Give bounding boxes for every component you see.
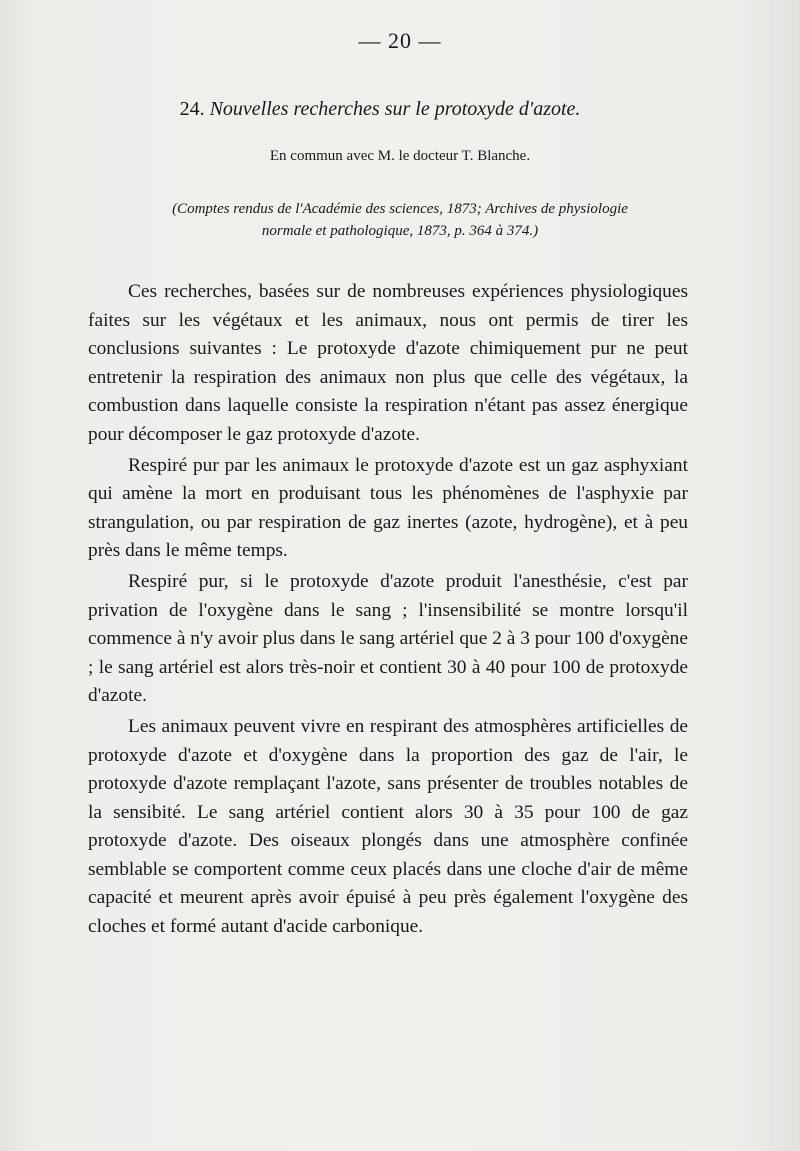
section-number: 24. xyxy=(179,98,205,120)
body-text xyxy=(88,278,688,942)
reference-line-2: normale et pathologique, 1873, p. 364 à 374.) xyxy=(261,223,539,239)
paragraph: Les animaux peuvent vivre en respirant des atmosphères artificielles de protoxyde d'azote et d'oxygène dans la proportion des gaz de l'air, le protoxyde d'azote remplaçant l'azote, sans présenter de troubles notables de la sensibité. Le sang artériel contient alors 30 à 35 pour 100 de gaz protoxyde d'azote. Des oiseaux plongés dans une atmosphère confinée semblable se comportent comme ceux placés dans une cloche d'air de même capacité et meurent après avoir épuisé à peu près également l'oxygène des cloches et formé autant d'acide carbonique. xyxy=(88,715,688,938)
section-title: Nouvelles recherches sur le protoxyde d'azote. xyxy=(209,98,581,120)
paragraph: Respiré pur, si le protoxyde d'azote produit l'anesthésie, c'est par privation de l'oxygène dans le sang ; l'insensibilité se montre lorsqu'il commence à n'y avoir plus dans le sang artériel que 2 à 3 pour 100 d'oxygène ; le sang artériel est alors très-noir et contient 30 à 40 pour 100 de protoxyde d'azote. xyxy=(88,570,688,707)
collaboration-line: En commun avec M. le docteur T. Blanche. xyxy=(269,148,531,164)
paragraph: Respiré pur par les animaux le protoxyde d'azote est un gaz asphyxiant qui amène la mort en produisant tous les phénomènes de l'asphyxie par strangulation, ou par respiration de gaz inertes (azote, hydrogène), et à peu près dans le même temps. xyxy=(88,454,688,562)
reference-line-1: (Comptes rendus de l'Académie des sciences, 1873; Archives de physiologie xyxy=(172,201,628,217)
page-number: — 20 — xyxy=(358,28,442,53)
paragraph: Ces recherches, basées sur de nombreuses expériences physiologiques faites sur les végétaux et les animaux, nous ont permis de tirer les conclusions suivantes : Le protoxyde d'azote chimiquement pur ne peut entretenir la respiration des animaux non plus que celle des végétaux, la combustion dans laquelle consiste la respiration n'étant pas assez énergique pour décomposer le gaz protoxyde d'azote. xyxy=(88,281,688,445)
section-heading xyxy=(60,98,700,121)
publication-reference xyxy=(110,198,690,242)
